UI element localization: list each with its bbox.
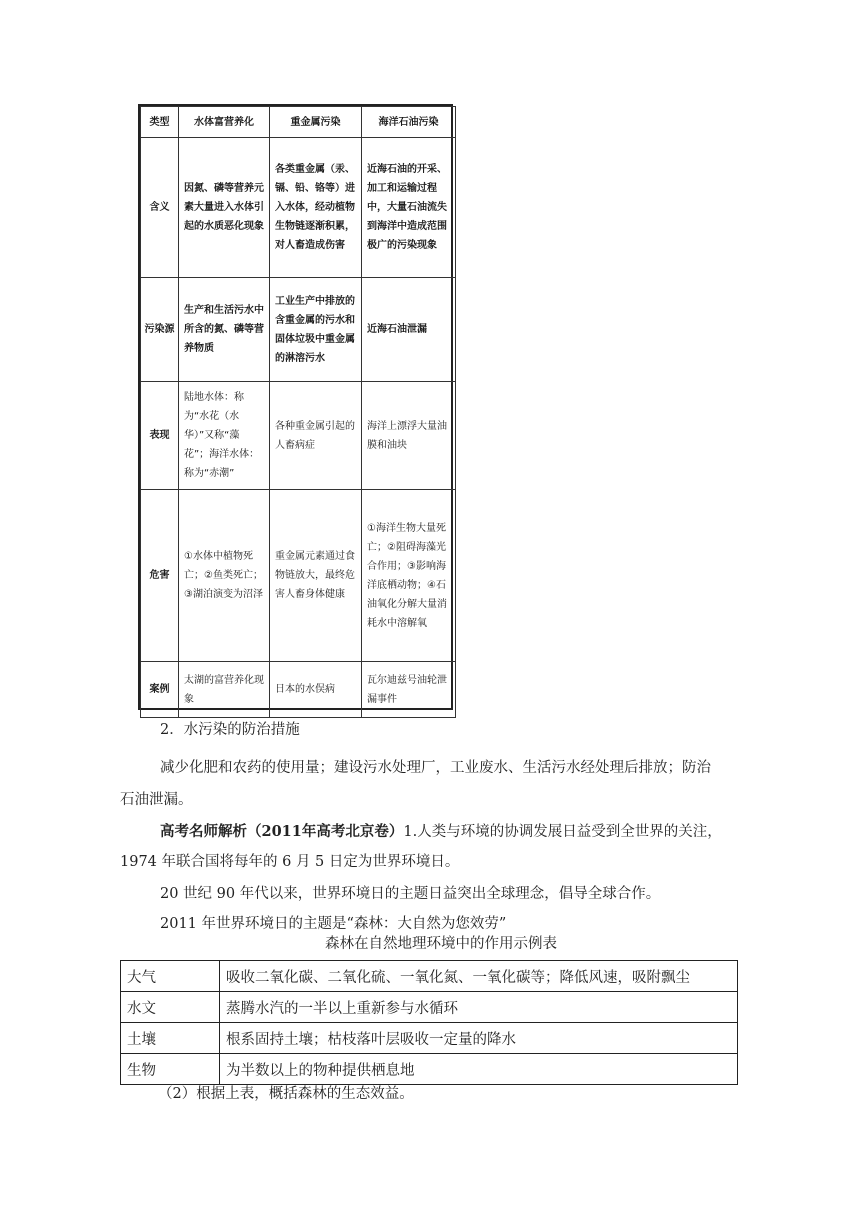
table-cell: 近海石油的开采、加工和运输过程中，大量石油流失到海洋中造成范围极广的污染现象 <box>362 138 456 278</box>
table-cell: ①海洋生物大量死亡；②阻碍海藻光合作用；③影响海洋底栖动物；④石油氧化分解大量消耗水中溶解氧 <box>362 490 456 662</box>
question-2: （2）根据上表，概括森林的生态效益。 <box>158 1086 414 1102</box>
table-cell: 瓦尔迪兹号油轮泄漏事件 <box>362 662 456 718</box>
forest-table-caption: 森林在自然地理环境中的作用示例表 <box>325 936 557 952</box>
row-label-meaning: 含义 <box>141 138 179 278</box>
row-label-manifestation: 表现 <box>141 382 179 490</box>
pollution-table-image <box>138 104 453 710</box>
analysis-line3: 20 世纪 90 年代以来，世界环境日的主题日益突出全球理念，倡导全球合作。 <box>160 886 661 902</box>
analysis-line4: 2011 年世界环境日的主题是“森林：大自然为您效劳” <box>160 916 507 932</box>
forest-table <box>120 960 738 1085</box>
header-oil-pollution: 海洋石油污染 <box>362 107 456 138</box>
forest-value: 吸收二氧化碳、二氧化硫、一氧化氮、一氧化碳等；降低风速，吸附飘尘 <box>220 961 738 992</box>
forest-value: 根系固持土壤；枯枝落叶层吸收一定量的降水 <box>220 1023 738 1054</box>
table-cell: 海洋上漂浮大量油膜和油块 <box>362 382 456 490</box>
table-row <box>141 490 456 662</box>
header-eutrophication: 水体富营养化 <box>179 107 270 138</box>
analysis-line1-rest: 1.人类与环境的协调发展日益受到全世界的关注， <box>403 824 722 840</box>
section2-line2: 石油泄漏。 <box>120 792 193 808</box>
table-cell: 太湖的富营养化现象 <box>179 662 270 718</box>
analysis-line1 <box>160 822 722 842</box>
table-cell: 各种重金属引起的人畜病症 <box>270 382 362 490</box>
analysis-line2: 1974 年联合国将每年的 6 月 5 日定为世界环境日。 <box>120 854 460 870</box>
table-cell: 重金属元素通过食物链放大，最终危害人畜身体健康 <box>270 490 362 662</box>
table-cell: ①水体中植物死亡；②鱼类死亡；③湖泊演变为沼泽 <box>179 490 270 662</box>
row-label-harm: 危害 <box>141 490 179 662</box>
forest-key: 生物 <box>121 1054 220 1085</box>
header-heavy-metal: 重金属污染 <box>270 107 362 138</box>
table-cell: 陆地水体：称为“水花（水华）”又称“藻花”；海洋水体：称为“赤潮” <box>179 382 270 490</box>
table-cell: 近海石油泄漏 <box>362 278 456 382</box>
row-label-case: 案例 <box>141 662 179 718</box>
forest-key: 土壤 <box>121 1023 220 1054</box>
table-row <box>121 1023 738 1054</box>
table-row <box>141 382 456 490</box>
table-row <box>121 1054 738 1085</box>
table-row <box>141 662 456 718</box>
row-label-source: 污染源 <box>141 278 179 382</box>
section2-heading: 2．水污染的防治措施 <box>160 722 300 738</box>
table-cell: 各类重金属（汞、镉、铅、铬等）进入水体，经动植物生物链逐渐积累，对人畜造成伤害 <box>270 138 362 278</box>
table-cell: 日本的水俣病 <box>270 662 362 718</box>
table-cell: 生产和生活污水中所含的氮、磷等营养物质 <box>179 278 270 382</box>
analysis-bold-label: 高考名师解析（2011年高考北京卷） <box>160 823 404 840</box>
table-cell: 工业生产中排放的含重金属的污水和固体垃圾中重金属的淋溶污水 <box>270 278 362 382</box>
table-cell: 因氮、磷等营养元素大量进入水体引起的水质恶化现象 <box>179 138 270 278</box>
header-type: 类型 <box>141 107 179 138</box>
forest-key: 大气 <box>121 961 220 992</box>
forest-value: 为半数以上的物种提供栖息地 <box>220 1054 738 1085</box>
section2-line1: 减少化肥和农药的使用量；建设污水处理厂，工业废水、生活污水经处理后排放；防治 <box>160 760 711 776</box>
pollution-table-header <box>141 107 456 138</box>
forest-key: 水文 <box>121 992 220 1023</box>
table-row <box>141 278 456 382</box>
table-row <box>121 961 738 992</box>
table-row <box>141 138 456 278</box>
forest-value: 蒸腾水汽的一半以上重新参与水循环 <box>220 992 738 1023</box>
table-row <box>121 992 738 1023</box>
